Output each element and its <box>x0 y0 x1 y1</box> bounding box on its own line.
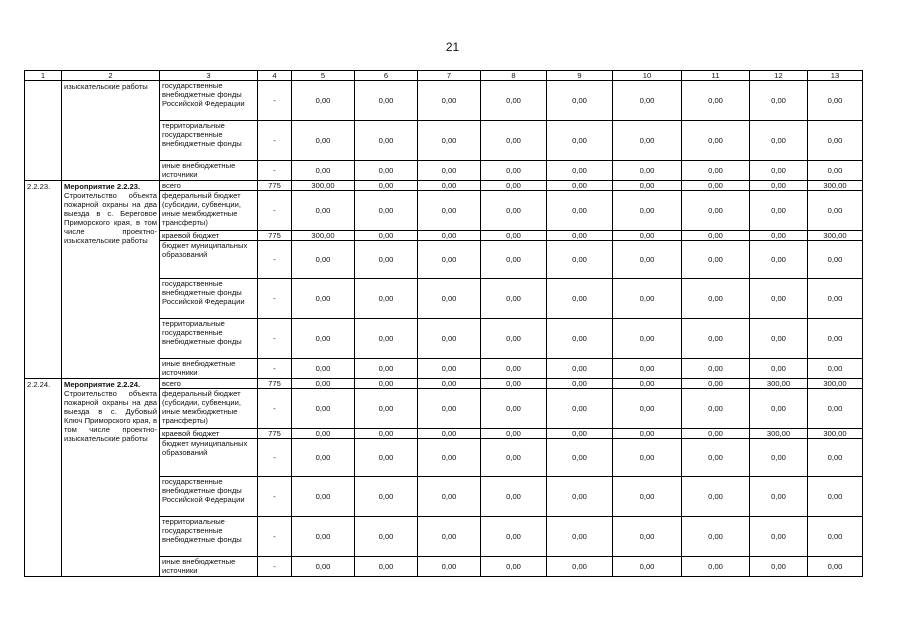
value-cell: 0,00 <box>355 517 418 557</box>
measure-title: Мероприятие 2.2.23. <box>64 182 141 191</box>
source-cell: государственные внебюджетные фонды Российской Федерации <box>160 477 258 517</box>
source-cell: государственные внебюджетные фонды Российской Федерации <box>160 81 258 121</box>
value-cell: 0,00 <box>418 231 481 241</box>
value-cell: 0,00 <box>418 279 481 319</box>
value-cell: 0,00 <box>808 389 863 429</box>
value-cell: 0,00 <box>418 121 481 161</box>
budget-code-cell: - <box>258 319 292 359</box>
value-cell: 0,00 <box>418 81 481 121</box>
value-cell: 0,00 <box>808 81 863 121</box>
budget-table <box>24 70 863 577</box>
value-cell: 0,00 <box>613 241 682 279</box>
value-cell: 0,00 <box>613 121 682 161</box>
value-cell: 0,00 <box>750 389 808 429</box>
value-cell: 0,00 <box>750 81 808 121</box>
value-cell: 300,00 <box>292 181 355 191</box>
description-cell <box>62 181 160 379</box>
value-cell: 0,00 <box>682 359 750 379</box>
value-cell: 0,00 <box>613 429 682 439</box>
budget-code-cell: - <box>258 389 292 429</box>
header-cell: 1 <box>25 71 62 81</box>
value-cell: 0,00 <box>355 359 418 379</box>
value-cell: 300,00 <box>808 379 863 389</box>
value-cell: 0,00 <box>547 557 613 577</box>
value-cell: 0,00 <box>481 439 547 477</box>
value-cell: 0,00 <box>682 517 750 557</box>
value-cell: 0,00 <box>418 191 481 231</box>
value-cell: 0,00 <box>547 181 613 191</box>
value-cell: 0,00 <box>613 389 682 429</box>
row-code-cell: 2.2.23. <box>25 181 62 379</box>
value-cell: 300,00 <box>808 231 863 241</box>
header-cell: 12 <box>750 71 808 81</box>
value-cell: 0,00 <box>547 231 613 241</box>
budget-code-cell: 775 <box>258 429 292 439</box>
value-cell: 0,00 <box>613 557 682 577</box>
value-cell: 0,00 <box>292 557 355 577</box>
value-cell: 0,00 <box>355 557 418 577</box>
value-cell: 0,00 <box>547 319 613 359</box>
value-cell: 0,00 <box>682 379 750 389</box>
value-cell: 0,00 <box>547 191 613 231</box>
value-cell: 0,00 <box>682 279 750 319</box>
value-cell: 0,00 <box>418 439 481 477</box>
value-cell: 0,00 <box>418 181 481 191</box>
value-cell: 0,00 <box>808 439 863 477</box>
source-cell: государственные внебюджетные фонды Российской Федерации <box>160 279 258 319</box>
value-cell: 0,00 <box>481 161 547 181</box>
value-cell: 0,00 <box>418 557 481 577</box>
value-cell: 0,00 <box>292 319 355 359</box>
value-cell: 300,00 <box>808 429 863 439</box>
value-cell: 0,00 <box>750 231 808 241</box>
header-cell: 4 <box>258 71 292 81</box>
value-cell: 0,00 <box>613 319 682 359</box>
table-row <box>25 181 863 191</box>
source-cell: территориальные государственные внебюджетные фонды <box>160 517 258 557</box>
measure-description: Строительство объекта пожарной охраны на два выезда в с. Дубовый Ключ Приморского края, в том числе проектно-изыскательские работы <box>64 389 157 443</box>
value-cell: 0,00 <box>292 161 355 181</box>
budget-code-cell: 775 <box>258 181 292 191</box>
value-cell: 0,00 <box>682 241 750 279</box>
value-cell: 0,00 <box>481 191 547 231</box>
header-cell: 13 <box>808 71 863 81</box>
header-cell: 7 <box>418 71 481 81</box>
value-cell: 0,00 <box>750 359 808 379</box>
value-cell: 0,00 <box>750 477 808 517</box>
source-cell: иные внебюджетные источники <box>160 161 258 181</box>
header-cell: 11 <box>682 71 750 81</box>
budget-code-cell: 775 <box>258 231 292 241</box>
budget-code-cell: - <box>258 517 292 557</box>
budget-code-cell: - <box>258 359 292 379</box>
value-cell: 0,00 <box>547 439 613 477</box>
value-cell: 0,00 <box>292 81 355 121</box>
value-cell: 0,00 <box>355 279 418 319</box>
value-cell: 0,00 <box>355 181 418 191</box>
value-cell: 0,00 <box>682 439 750 477</box>
value-cell: 0,00 <box>750 517 808 557</box>
value-cell: 0,00 <box>547 379 613 389</box>
source-cell: всего <box>160 181 258 191</box>
value-cell: 0,00 <box>808 477 863 517</box>
value-cell: 0,00 <box>292 517 355 557</box>
source-cell: федеральный бюджет (субсидии, субвенции, иные межбюджетные трансферты) <box>160 389 258 429</box>
budget-code-cell: - <box>258 279 292 319</box>
value-cell: 0,00 <box>613 517 682 557</box>
value-cell: 0,00 <box>292 191 355 231</box>
value-cell: 0,00 <box>682 557 750 577</box>
value-cell: 0,00 <box>682 181 750 191</box>
value-cell: 0,00 <box>481 477 547 517</box>
value-cell: 0,00 <box>547 241 613 279</box>
value-cell: 0,00 <box>682 161 750 181</box>
value-cell: 0,00 <box>418 517 481 557</box>
header-cell: 5 <box>292 71 355 81</box>
value-cell: 0,00 <box>613 161 682 181</box>
budget-code-cell: - <box>258 439 292 477</box>
value-cell: 0,00 <box>750 181 808 191</box>
value-cell: 300,00 <box>750 429 808 439</box>
value-cell: 0,00 <box>750 191 808 231</box>
value-cell: 0,00 <box>481 121 547 161</box>
measure-title: Мероприятие 2.2.24. <box>64 380 141 389</box>
value-cell: 0,00 <box>808 121 863 161</box>
table-row <box>25 379 863 389</box>
value-cell: 0,00 <box>682 477 750 517</box>
value-cell: 0,00 <box>613 359 682 379</box>
value-cell: 0,00 <box>547 359 613 379</box>
source-cell: территориальные государственные внебюджетные фонды <box>160 121 258 161</box>
value-cell: 0,00 <box>613 439 682 477</box>
description-cell: изыскательские работы <box>62 81 160 181</box>
value-cell: 0,00 <box>355 161 418 181</box>
value-cell: 0,00 <box>355 241 418 279</box>
budget-code-cell: - <box>258 121 292 161</box>
value-cell: 0,00 <box>808 517 863 557</box>
value-cell: 0,00 <box>355 439 418 477</box>
value-cell: 0,00 <box>481 359 547 379</box>
value-cell: 0,00 <box>613 81 682 121</box>
value-cell: 0,00 <box>355 191 418 231</box>
value-cell: 0,00 <box>682 429 750 439</box>
value-cell: 0,00 <box>481 429 547 439</box>
value-cell: 0,00 <box>292 439 355 477</box>
budget-code-cell: 775 <box>258 379 292 389</box>
value-cell: 0,00 <box>355 231 418 241</box>
value-cell: 0,00 <box>418 241 481 279</box>
value-cell: 0,00 <box>418 389 481 429</box>
source-cell: бюджет муниципальных образований <box>160 439 258 477</box>
value-cell: 0,00 <box>292 241 355 279</box>
value-cell: 0,00 <box>481 557 547 577</box>
value-cell: 0,00 <box>481 279 547 319</box>
value-cell: 0,00 <box>418 319 481 359</box>
value-cell: 0,00 <box>682 231 750 241</box>
value-cell: 0,00 <box>355 389 418 429</box>
value-cell: 0,00 <box>547 81 613 121</box>
measure-description: Строительство объекта пожарной охраны на два выезда в с. Береговое Приморского края, в том числе проектно-изыскательские работы <box>64 191 157 245</box>
value-cell: 0,00 <box>547 279 613 319</box>
value-cell: 0,00 <box>613 181 682 191</box>
value-cell: 0,00 <box>547 161 613 181</box>
value-cell: 300,00 <box>808 181 863 191</box>
value-cell: 0,00 <box>808 319 863 359</box>
source-cell: иные внебюджетные источники <box>160 557 258 577</box>
value-cell: 0,00 <box>355 121 418 161</box>
value-cell: 0,00 <box>547 429 613 439</box>
value-cell: 0,00 <box>808 279 863 319</box>
source-cell: всего <box>160 379 258 389</box>
value-cell: 0,00 <box>547 517 613 557</box>
value-cell: 0,00 <box>355 319 418 359</box>
budget-code-cell: - <box>258 161 292 181</box>
value-cell: 0,00 <box>750 439 808 477</box>
value-cell: 300,00 <box>292 231 355 241</box>
value-cell: 0,00 <box>481 389 547 429</box>
budget-code-cell: - <box>258 477 292 517</box>
header-cell: 6 <box>355 71 418 81</box>
value-cell: 0,00 <box>808 161 863 181</box>
value-cell: 0,00 <box>547 121 613 161</box>
source-cell: федеральный бюджет (субсидии, субвенции, иные межбюджетные трансферты) <box>160 191 258 231</box>
value-cell: 0,00 <box>682 319 750 359</box>
value-cell: 0,00 <box>808 557 863 577</box>
value-cell: 0,00 <box>418 379 481 389</box>
value-cell: 300,00 <box>750 379 808 389</box>
header-cell: 8 <box>481 71 547 81</box>
value-cell: 0,00 <box>292 279 355 319</box>
value-cell: 0,00 <box>808 359 863 379</box>
value-cell: 0,00 <box>613 279 682 319</box>
value-cell: 0,00 <box>808 191 863 231</box>
header-cell: 10 <box>613 71 682 81</box>
value-cell: 0,00 <box>481 231 547 241</box>
value-cell: 0,00 <box>481 181 547 191</box>
value-cell: 0,00 <box>750 319 808 359</box>
value-cell: 0,00 <box>418 477 481 517</box>
value-cell: 0,00 <box>808 241 863 279</box>
value-cell: 0,00 <box>613 191 682 231</box>
table-row <box>25 81 863 121</box>
source-cell: территориальные государственные внебюджетные фонды <box>160 319 258 359</box>
value-cell: 0,00 <box>292 121 355 161</box>
header-cell: 3 <box>160 71 258 81</box>
value-cell: 0,00 <box>355 477 418 517</box>
value-cell: 0,00 <box>750 241 808 279</box>
value-cell: 0,00 <box>613 477 682 517</box>
header-cell: 9 <box>547 71 613 81</box>
budget-code-cell: - <box>258 81 292 121</box>
value-cell: 0,00 <box>547 477 613 517</box>
table-header-row <box>25 71 863 81</box>
header-cell: 2 <box>62 71 160 81</box>
value-cell: 0,00 <box>292 379 355 389</box>
value-cell: 0,00 <box>682 81 750 121</box>
description-cell <box>62 379 160 577</box>
value-cell: 0,00 <box>750 557 808 577</box>
source-cell: иные внебюджетные источники <box>160 359 258 379</box>
value-cell: 0,00 <box>750 161 808 181</box>
budget-code-cell: - <box>258 191 292 231</box>
value-cell: 0,00 <box>292 429 355 439</box>
value-cell: 0,00 <box>547 389 613 429</box>
value-cell: 0,00 <box>481 81 547 121</box>
value-cell: 0,00 <box>418 359 481 379</box>
page-number: 21 <box>445 40 460 54</box>
source-cell: краевой бюджет <box>160 231 258 241</box>
value-cell: 0,00 <box>292 389 355 429</box>
source-cell: краевой бюджет <box>160 429 258 439</box>
value-cell: 0,00 <box>682 121 750 161</box>
source-cell: бюджет муниципальных образований <box>160 241 258 279</box>
value-cell: 0,00 <box>750 279 808 319</box>
value-cell: 0,00 <box>355 429 418 439</box>
value-cell: 0,00 <box>481 379 547 389</box>
value-cell: 0,00 <box>418 161 481 181</box>
value-cell: 0,00 <box>292 477 355 517</box>
value-cell: 0,00 <box>481 517 547 557</box>
budget-code-cell: - <box>258 557 292 577</box>
row-code-cell: 2.2.24. <box>25 379 62 577</box>
value-cell: 0,00 <box>481 319 547 359</box>
value-cell: 0,00 <box>613 231 682 241</box>
value-cell: 0,00 <box>682 191 750 231</box>
row-code-cell <box>25 81 62 181</box>
value-cell: 0,00 <box>355 81 418 121</box>
value-cell: 0,00 <box>750 121 808 161</box>
value-cell: 0,00 <box>355 379 418 389</box>
budget-code-cell: - <box>258 241 292 279</box>
value-cell: 0,00 <box>481 241 547 279</box>
value-cell: 0,00 <box>418 429 481 439</box>
value-cell: 0,00 <box>292 359 355 379</box>
value-cell: 0,00 <box>682 389 750 429</box>
value-cell: 0,00 <box>613 379 682 389</box>
